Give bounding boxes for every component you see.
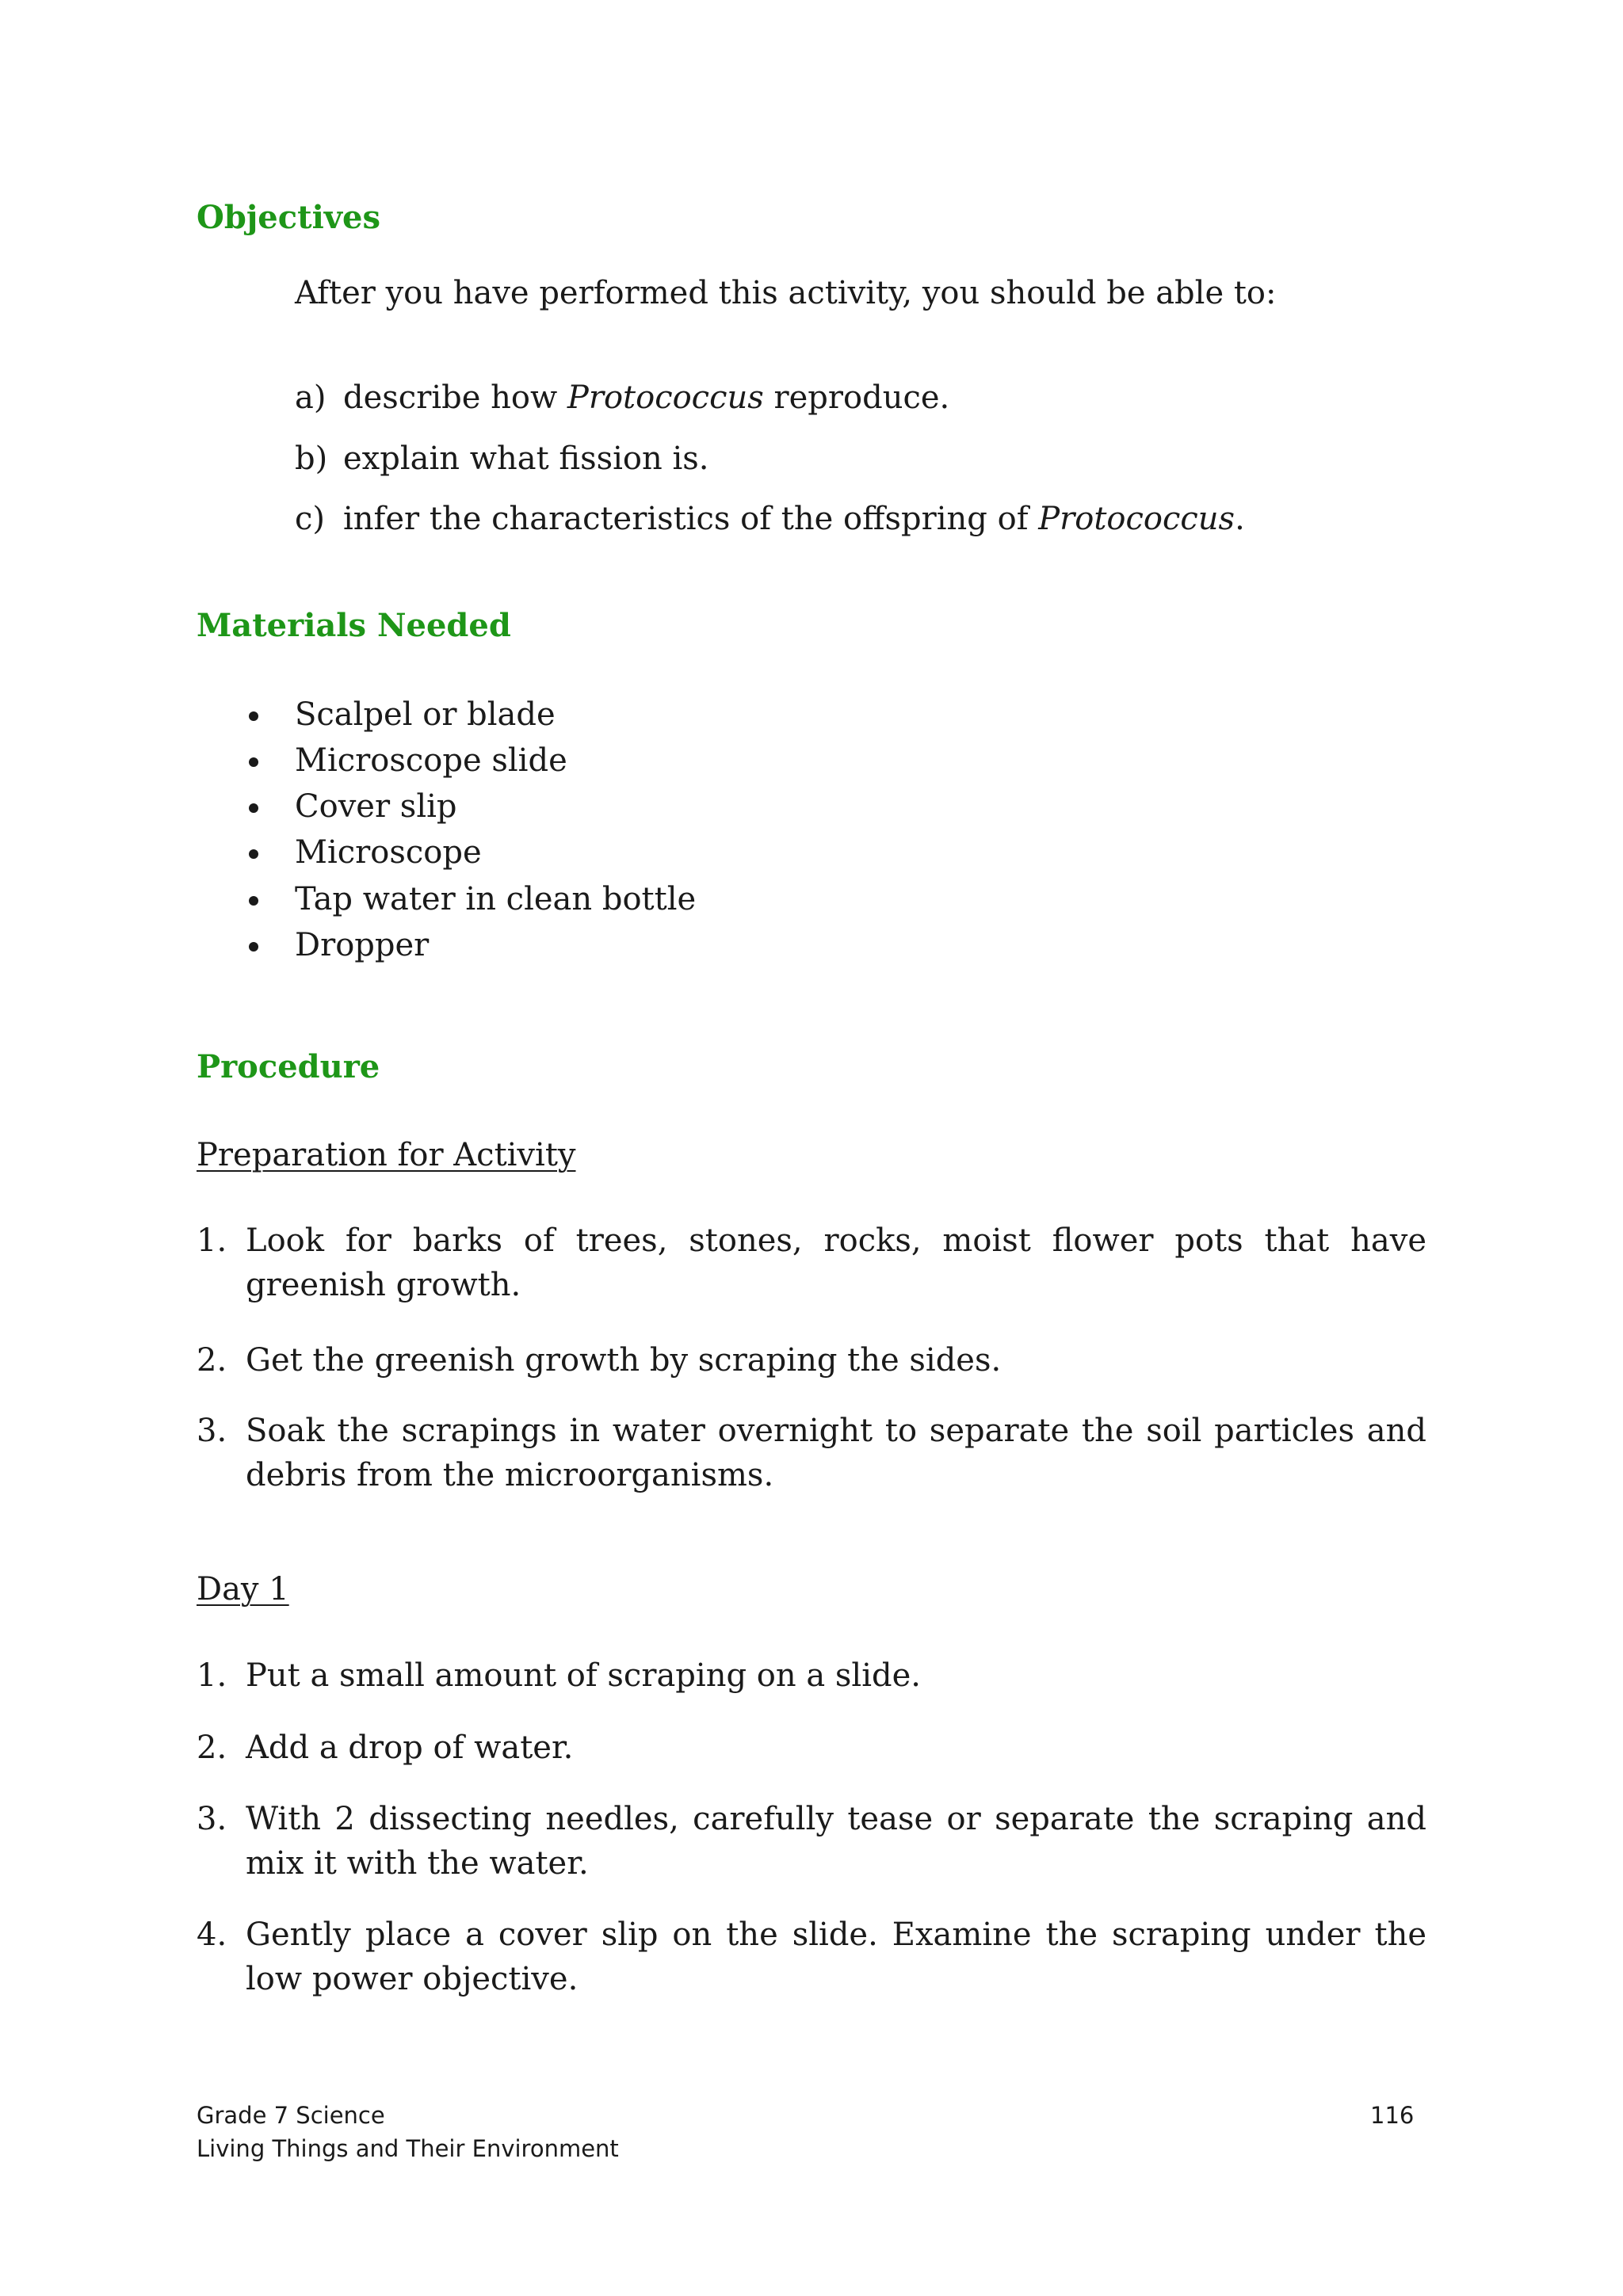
- objectives-heading: Objectives: [197, 199, 380, 236]
- step-text: Get the greenish growth by scraping the sides.: [246, 1342, 1002, 1379]
- objective-text-part: .: [1235, 501, 1245, 537]
- day1-title: Day 1: [197, 1571, 289, 1608]
- bullet-icon: [249, 849, 258, 859]
- objective-text: [343, 503, 1245, 535]
- material-label: Microscope: [295, 834, 482, 871]
- step-number: 3.: [197, 1801, 227, 1837]
- objectives-intro: After you have performed this activity, you should be able to:: [295, 275, 1277, 311]
- bullet-icon: [249, 711, 258, 721]
- step-number: 3.: [197, 1413, 227, 1449]
- step-number: 1.: [197, 1657, 227, 1694]
- step-text: With 2 dissecting needles, carefully tease or separate the scraping and mix it with the water.: [246, 1801, 1426, 1882]
- objective-italic-term: Protococcus: [1038, 501, 1235, 537]
- objective-text-part: describe how: [343, 379, 567, 416]
- material-label: Scalpel or blade: [295, 696, 556, 733]
- footer-unit: Living Things and Their Environment: [197, 2135, 619, 2162]
- material-label: Dropper: [295, 927, 430, 963]
- step-text: Gently place a cover slip on the slide. Examine the scraping under the low power objective.: [246, 1917, 1426, 1997]
- objective-marker: c): [295, 501, 326, 537]
- preparation-step: [197, 1338, 1426, 1383]
- day1-step: [197, 1726, 1426, 1770]
- preparation-step: [197, 1409, 1426, 1497]
- step-text: Look for barks of trees, stones, rocks, moist flower pots that have greenish growth.: [246, 1222, 1426, 1303]
- step-number: 1.: [197, 1222, 227, 1259]
- day1-step: [197, 1913, 1426, 2001]
- objective-text-part: explain what fission is.: [343, 441, 709, 477]
- page-number: 116: [1370, 2102, 1415, 2129]
- step-text: Put a small amount of scraping on a slide.: [246, 1657, 922, 1694]
- step-text: Soak the scrapings in water overnight to separate the soil particles and debris from the microorganisms.: [246, 1413, 1426, 1493]
- material-label: Microscope slide: [295, 742, 567, 779]
- step-text: Add a drop of water.: [246, 1730, 574, 1766]
- objective-italic-term: Protococcus: [567, 379, 764, 416]
- day1-step: [197, 1653, 1426, 1698]
- bullet-icon: [249, 942, 258, 952]
- material-label: Tap water in clean bottle: [295, 881, 697, 917]
- objective-marker: b): [295, 441, 328, 477]
- material-label: Cover slip: [295, 788, 457, 825]
- objective-text: [343, 379, 950, 416]
- step-number: 4.: [197, 1917, 227, 1953]
- materials-heading: Materials Needed: [197, 607, 511, 644]
- step-number: 2.: [197, 1342, 227, 1379]
- footer-subject: Grade 7 Science: [197, 2102, 385, 2129]
- preparation-title: Preparation for Activity: [197, 1137, 576, 1173]
- preparation-step: [197, 1219, 1426, 1307]
- objective-marker: a): [295, 379, 327, 416]
- objective-text-part: infer the characteristics of the offspring of: [343, 501, 1039, 537]
- day1-step: [197, 1797, 1426, 1886]
- bullet-icon: [249, 803, 258, 813]
- bullet-icon: [249, 757, 258, 767]
- bullet-icon: [249, 896, 258, 906]
- objective-text-part: reproduce.: [763, 379, 950, 416]
- procedure-heading: Procedure: [197, 1048, 380, 1085]
- objective-text: [343, 443, 709, 475]
- step-number: 2.: [197, 1730, 227, 1766]
